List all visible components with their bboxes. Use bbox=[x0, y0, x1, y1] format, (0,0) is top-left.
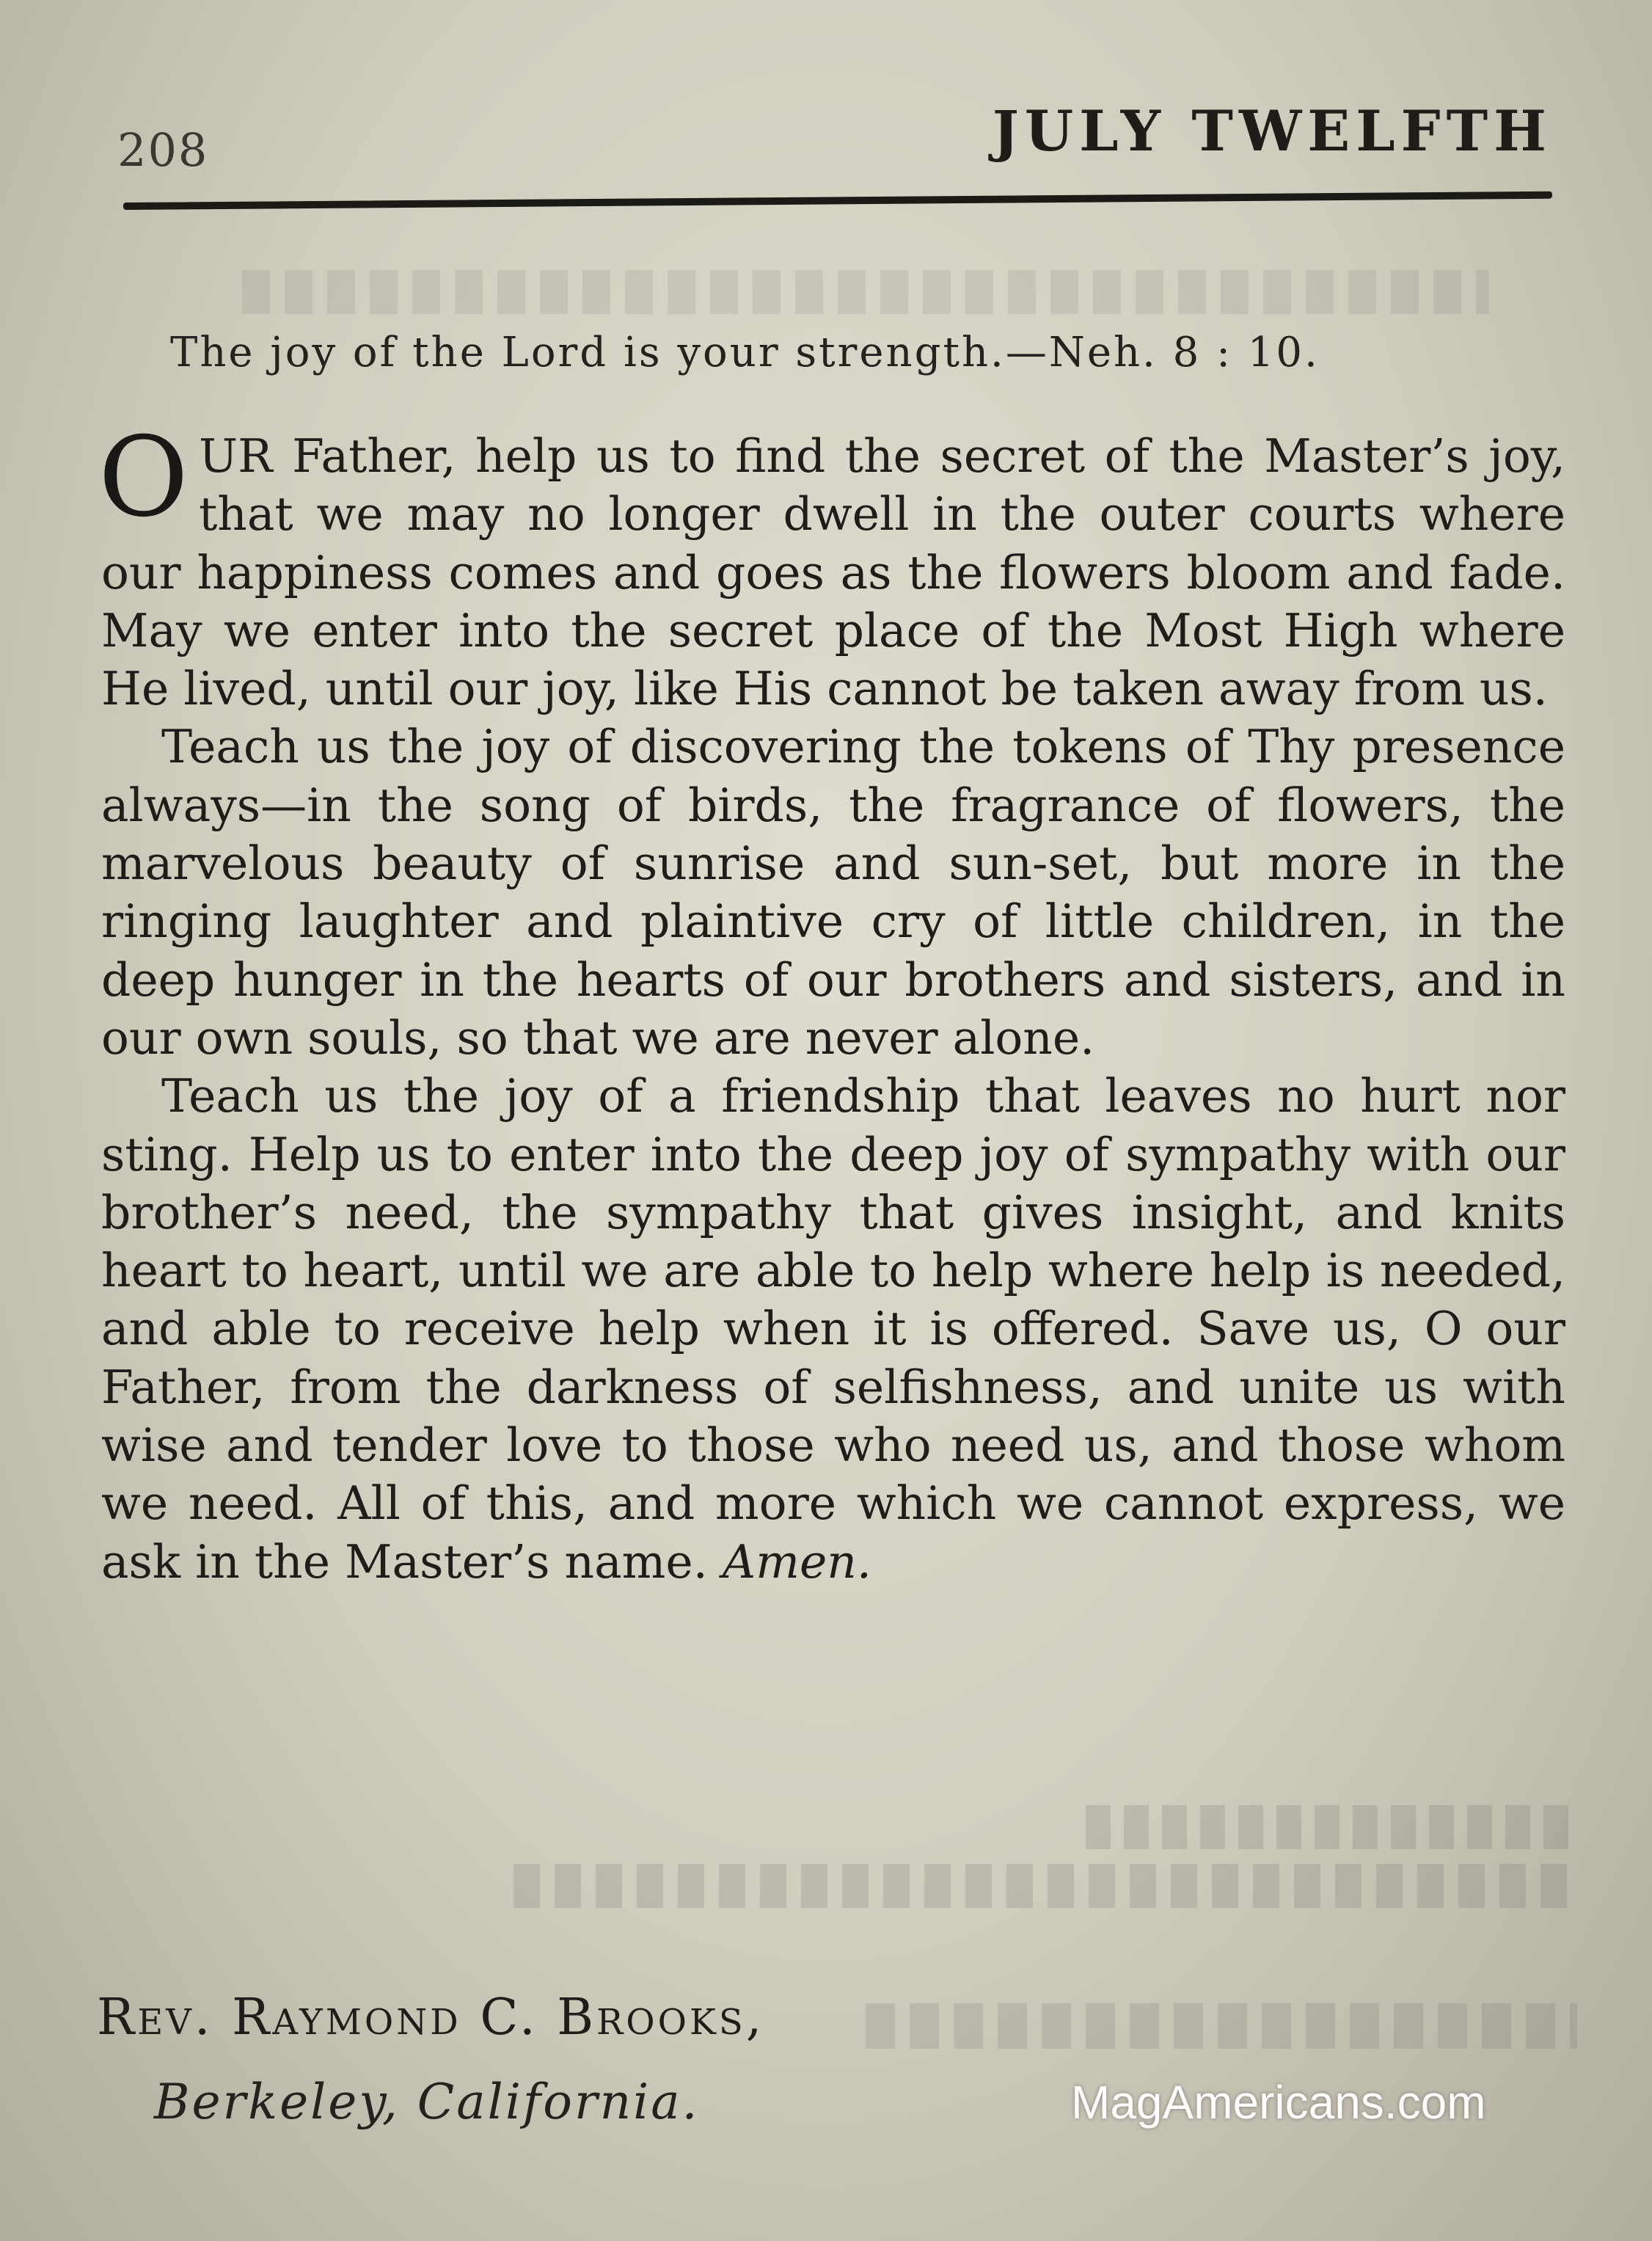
prayer-body bbox=[98, 414, 1565, 1591]
paragraph-1-text: Father, help us to find the secret of the Master’s joy, that we may no longer dwell in the outer courts where our happiness comes and goes as the flowers bloom and fade. May we enter into the secret place of the Most High where He lived, until our joy, like His cannot be taken away from us. bbox=[101, 429, 1565, 716]
author-name: Rev. Raymond C. Brooks, bbox=[97, 1989, 765, 2047]
page-number: 208 bbox=[117, 123, 209, 177]
show-through-texture bbox=[242, 270, 1489, 314]
header-rule bbox=[123, 192, 1552, 210]
prayer-paragraph-3 bbox=[101, 1067, 1565, 1591]
epigraph-verse: The joy of the Lord is your strength.—Neh. 8 : 10. bbox=[170, 329, 1320, 376]
prayer-paragraph-1 bbox=[98, 414, 1565, 718]
running-head: JULY TWELFTH bbox=[992, 98, 1552, 164]
show-through-texture bbox=[513, 1864, 1570, 1908]
site-watermark: MagAmericans.com bbox=[1071, 2076, 1486, 2129]
paragraph-3-text: Teach us the joy of a friendship that leaves no hurt nor sting. Help us to enter into the deep joy of sympathy with our brother’s need, the sympathy that gives insight, and knits heart to heart, until we are able to help where help is needed, and able to receive help when it is offered. Save us, O our Father, from the darkness of selfishness, and unite us with wise and tender love to those who need us, and those whom we need. All of this, and more which we cannot express, we ask in the Master’s name. bbox=[101, 1069, 1565, 1589]
show-through-texture bbox=[1086, 1805, 1570, 1849]
author-location: Berkeley, California. bbox=[154, 2074, 700, 2130]
drop-cap: O bbox=[98, 414, 189, 542]
first-word-rest: UR bbox=[198, 429, 273, 483]
amen: Amen. bbox=[722, 1534, 871, 1589]
prayer-paragraph-2: Teach us the joy of discovering the tokens of Thy presence always—in the song of birds, the fragrance of flowers, the marvelous beauty of sunrise and sun-set, but more in the ringing laughter and plaintive cry of little children, in the deep hunger in the hearts of our brothers and sisters, and in our own souls, so that we are never alone. bbox=[101, 720, 1565, 1065]
show-through-texture bbox=[866, 2003, 1577, 2049]
